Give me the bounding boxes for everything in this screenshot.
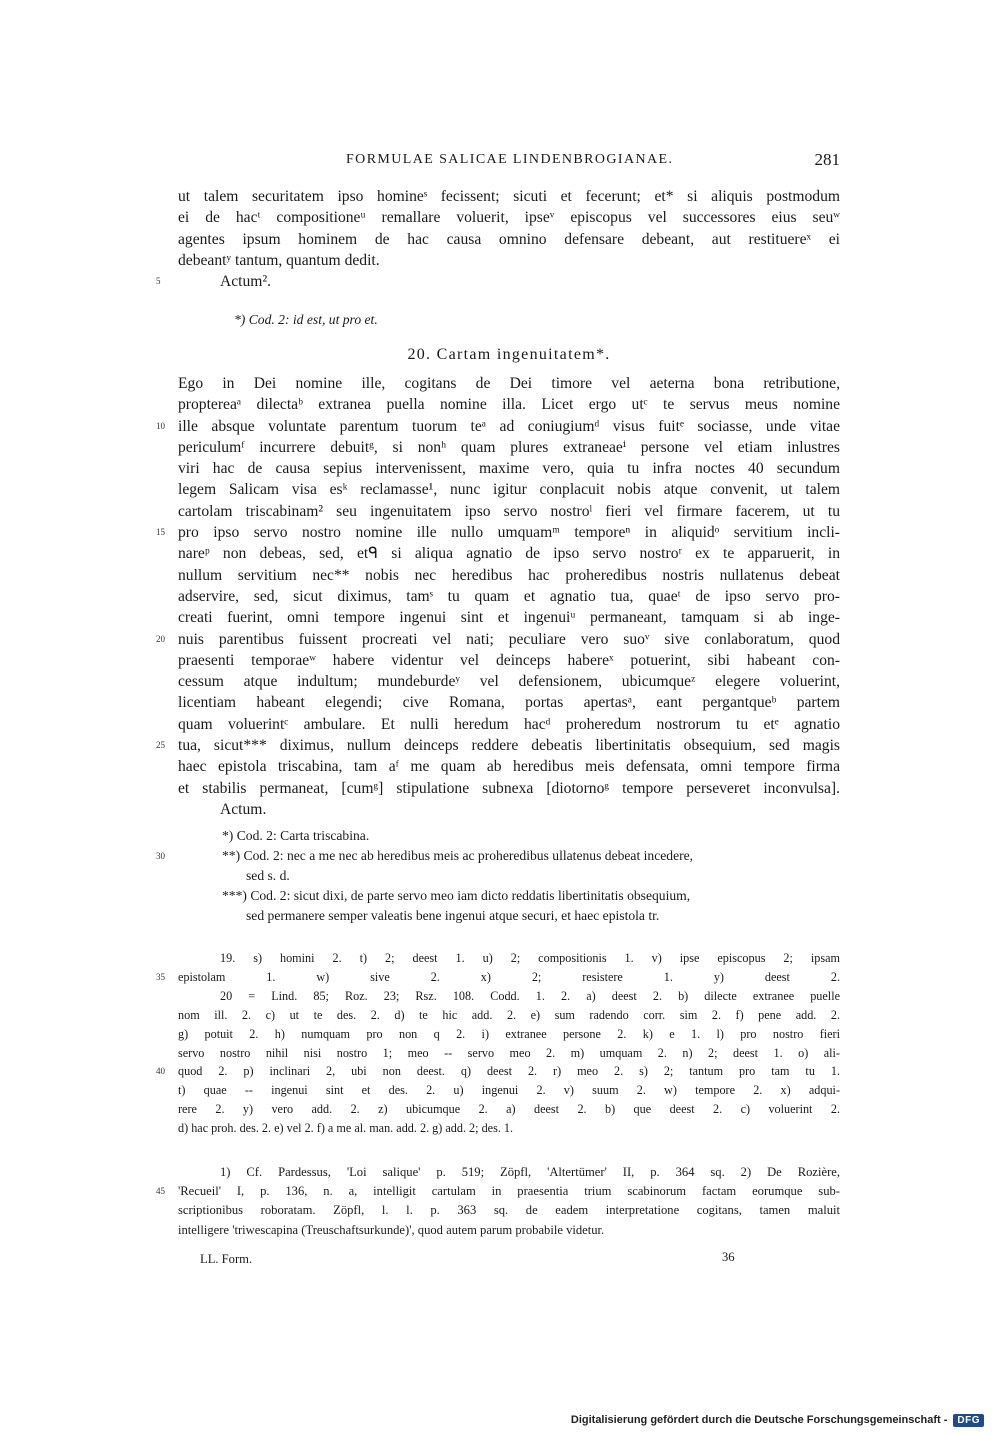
line-text: sed permanere semper valeatis bene ingenui atque securi, et haec epistola tr. <box>246 908 660 923</box>
apparatus-line <box>178 987 840 1006</box>
line-text: 20 = Lind. 85; Roz. 23; Rsz. 108. Codd. 1. 2. a) deest 2. b) dilecte extranee puelle <box>220 988 840 1003</box>
signature-mark: LL. Form. <box>200 1252 253 1266</box>
text-line <box>178 607 840 628</box>
line-text: ***) Cod. 2: sicut dixi, de parte servo meo iam dicto reddatis libertinitatis obsequium, <box>222 888 691 903</box>
note-line <box>178 866 840 886</box>
line-text: servo nostro nihil nisi nostro 1; meo -- servo meo 2. m) umquam 2. n) 2; deest 1. o) ali- <box>178 1045 840 1060</box>
text-line <box>178 373 840 394</box>
line-text: epistolam 1. w) sive 2. x) 2; resistere 1. y) deest 2. <box>178 969 840 984</box>
line-text: sed s. d. <box>246 868 290 883</box>
apparatus-line <box>178 1100 840 1119</box>
line-text: quod 2. p) inclinari 2, ubi non deest. q) deest 2. r) meo 2. s) 2; tantum pro tam tu 1. <box>178 1064 840 1079</box>
text-line <box>156 522 840 543</box>
line-text: agentes ipsum hominem de hac causa omnino defensare debeant, aut restituereˣ ei <box>178 230 840 248</box>
apparatus-line <box>178 1044 840 1063</box>
line-text: nareᵖ non debeas, sed, etᑫ si aliqua agnatio de ipso servo nostroʳ ex te apparuerit, in <box>178 545 840 563</box>
running-title: FORMULAE SALICAE LINDENBROGIANAE. <box>346 152 674 167</box>
text-line <box>178 565 840 586</box>
line-text: **) Cod. 2: nec a me nec ab heredibus meis ac proheredibus ullatenus debeat incedere, <box>222 848 694 863</box>
line-text: proptereaᵃ dilectaᵇ extranea puella nomine illa. Licet ergo utᶜ te servus meus nomine <box>178 396 840 414</box>
line-number: 25 <box>156 740 165 751</box>
line-text: intelligere 'triwescapina (Treuschaftsurkunde)', quod autem parum probabile videtur. <box>178 1222 605 1237</box>
note-line <box>178 886 840 906</box>
line-text: rere 2. y) vero add. 2. z) ubicumque 2. a) deest 2. b) que deest 2. c) voluerint 2. <box>178 1102 840 1117</box>
line-text: ut talem securitatem ipso homineˢ fecissent; sicuti et fecerunt; et* si aliquis postmodum <box>178 188 840 205</box>
line-text: periculumᶠ incurrere debuitᵍ, si nonʰ quam plures extraneaeⁱ persone vel etiam inlustres <box>178 438 840 456</box>
line-number: 20 <box>156 633 165 644</box>
line-text: Actum. <box>220 800 267 818</box>
line-text: t) quae -- ingenui sint et des. 2. u) ingenui 2. v) suum 2. w) tempore 2. x) adqui- <box>178 1083 840 1098</box>
text-line <box>178 207 840 228</box>
note-line <box>156 846 840 866</box>
text-line <box>178 586 840 607</box>
line-text: ei de hacᵗ compositioneᵘ remallare voluerit, ipseᵛ episcopus vel successores eius seuʷ <box>178 209 840 227</box>
line-number: 40 <box>156 1066 165 1077</box>
text-line <box>156 416 840 437</box>
line-number: 45 <box>156 1186 165 1197</box>
note-line: *) Cod. 2: id est, ut pro et. <box>234 312 378 327</box>
line-text: g) potuit 2. h) numquam pro non q 2. i) extranee persone 2. k) e 1. l) pro nostro fieri <box>178 1026 840 1041</box>
text-line <box>178 692 840 713</box>
text-line <box>156 735 840 756</box>
text-line <box>178 799 840 820</box>
line-text: tua, sicut*** diximus, nullum deinceps reddere debeatis libertinitatis obsequium, sed magis <box>178 737 840 755</box>
line-text: nuis parentibus fuissent procreati vel nati; peculiare vero suoᵛ sive conlaboratum, quod <box>178 630 840 648</box>
text-line <box>178 458 840 479</box>
footnote-line <box>156 1182 840 1201</box>
formula-19-ending <box>178 186 840 271</box>
line-text: pro ipso servo nostro nomine ille nullo umquamᵐ temporeⁿ in aliquidᵒ servitium incli- <box>178 524 840 542</box>
line-text: cessum atque indultum; mundeburdeʸ vel defensionem, ubicumqueᶻ elegere voluerint, <box>178 673 840 691</box>
line-number: 5 <box>156 276 161 286</box>
note-line <box>178 826 840 846</box>
text-line <box>178 778 840 799</box>
funding-credit <box>571 1413 984 1427</box>
line-text: nullum servitium nec** nobis nec heredibus hac proheredibus nostris nullatenus debeat <box>178 566 840 584</box>
text-line <box>178 756 840 777</box>
text-line <box>178 479 840 500</box>
apparatus-line <box>156 1062 840 1081</box>
text-line <box>178 543 840 564</box>
apparatus-line <box>178 1006 840 1025</box>
line-text: debeantʸ tantum, quantum dedit. <box>178 251 380 269</box>
page-number: 281 <box>814 150 840 169</box>
line-text: 19. s) homini 2. t) 2; deest 1. u) 2; compositionis 1. v) ipse episcopus 2; ipsam <box>220 951 840 965</box>
line-text: praesenti temporaeʷ habere videntur vel deinceps habereˣ potuerint, sibi habeant con- <box>178 651 840 669</box>
line-text: et stabilis permaneat, [cumᵍ] stipulatione subnexa [diotornoᵍ tempore perseveret inconvulsa]. <box>178 779 840 797</box>
text-line <box>178 671 840 692</box>
line-number: 10 <box>156 420 165 431</box>
text-line <box>178 501 840 522</box>
line-text: adservire, sed, sicut diximus, tamˢ tu quam et agnatio tua, quaeᵗ de ipso servo pro- <box>178 587 840 605</box>
line-text: Ego in Dei nomine ille, cogitans de Dei timore vel aeterna bona retributione, <box>178 375 840 392</box>
text-line <box>178 186 840 207</box>
text-line <box>178 437 840 458</box>
page-header <box>178 150 840 178</box>
line-text: licentiam habeant elegendi; cive Romana, portas apertasᵃ, eant pergantqueᵇ partem <box>178 694 840 712</box>
line-text: viri hac de causa sepius intervenissent, maxime vero, quia tu infra noctes 40 secundum <box>178 460 840 478</box>
actum-19 <box>156 271 840 292</box>
apparatus-line <box>178 1025 840 1044</box>
actum-text: Actum². <box>220 273 272 290</box>
footnotes <box>156 1163 840 1240</box>
text-line <box>178 394 840 415</box>
line-text: 'Recueil' I, p. 136, n. a, intelligit cartulam in praesentia trium scabinorum factam eorumque sub- <box>178 1184 840 1199</box>
apparatus-line <box>178 1119 840 1138</box>
line-text: legem Salicam visa esᵏ reclamasse¹, nunc igitur conplacuit nobis atque convenit, ut talem <box>178 481 840 499</box>
line-text: nom ill. 2. c) ut te des. 2. d) te hic add. 2. e) sum radendo corr. sim 2. f) pene add. 2. <box>178 1007 840 1022</box>
funding-text: Digitalisierung gefördert durch die Deutsche Forschungsgemeinschaft - <box>570 1414 948 1426</box>
apparatus-line <box>178 949 840 968</box>
line-text: quam voluerintᶜ ambulare. Et nulli heredum hacᵈ proheredum nostrorum tu etᵉ agnatio <box>178 715 840 733</box>
footnote-line <box>178 1201 840 1220</box>
dfg-logo[interactable]: DFG <box>953 1414 984 1427</box>
line-text: creati fuerint, omni tempore ingenui sint et ingenuiᵘ permaneant, tamquam si ab inge- <box>178 609 840 627</box>
critical-apparatus <box>156 949 840 1138</box>
note-19 <box>178 310 840 330</box>
signature-number: 36 <box>722 1250 735 1264</box>
text-line <box>156 629 840 650</box>
footnote-line <box>178 1163 840 1182</box>
line-text: ille absque voluntate parentum tuorum teᵃ ad coniugiumᵈ visus fuitᵉ sociasse, unde vitae <box>178 417 840 435</box>
footnote-line <box>178 1221 840 1240</box>
line-text: *) Cod. 2: Carta triscabina. <box>222 828 370 843</box>
line-number: 30 <box>156 851 165 861</box>
line-text: haec epistola triscabina, tam aᶠ me quam ab heredibus meis defensata, omni tempore firma <box>178 758 840 776</box>
text-line <box>156 271 840 292</box>
line-text: cartolam triscabinam² seu ingenuitatem ipso servo nostroˡ fieri vel firmare facerem, ut tu <box>178 502 840 520</box>
apparatus-line <box>178 1081 840 1100</box>
line-text: scriptionibus roboratam. Zöpfl, l. l. p. 363 sq. de eadem interpretatione cogitans, tamen maluit <box>178 1203 840 1218</box>
text-line <box>178 229 840 250</box>
text-line <box>178 250 840 271</box>
line-text: 1) Cf. Pardessus, 'Loi salique' p. 519; Zöpfl, 'Altertümer' II, p. 364 sq. 2) De Rozière, <box>220 1165 840 1179</box>
line-number: 15 <box>156 527 165 538</box>
formula-20-text <box>156 373 840 820</box>
text-line <box>178 714 840 735</box>
note-line <box>178 906 840 926</box>
formula-20-notes <box>156 826 840 926</box>
line-number: 35 <box>156 971 165 982</box>
section-title: 20. Cartam ingenuitatem*. <box>407 346 611 363</box>
text-line <box>178 650 840 671</box>
apparatus-line <box>156 968 840 987</box>
line-text: d) hac proh. des. 2. e) vel 2. f) a me al. man. add. 2. g) add. 2; des. 1. <box>178 1121 514 1136</box>
